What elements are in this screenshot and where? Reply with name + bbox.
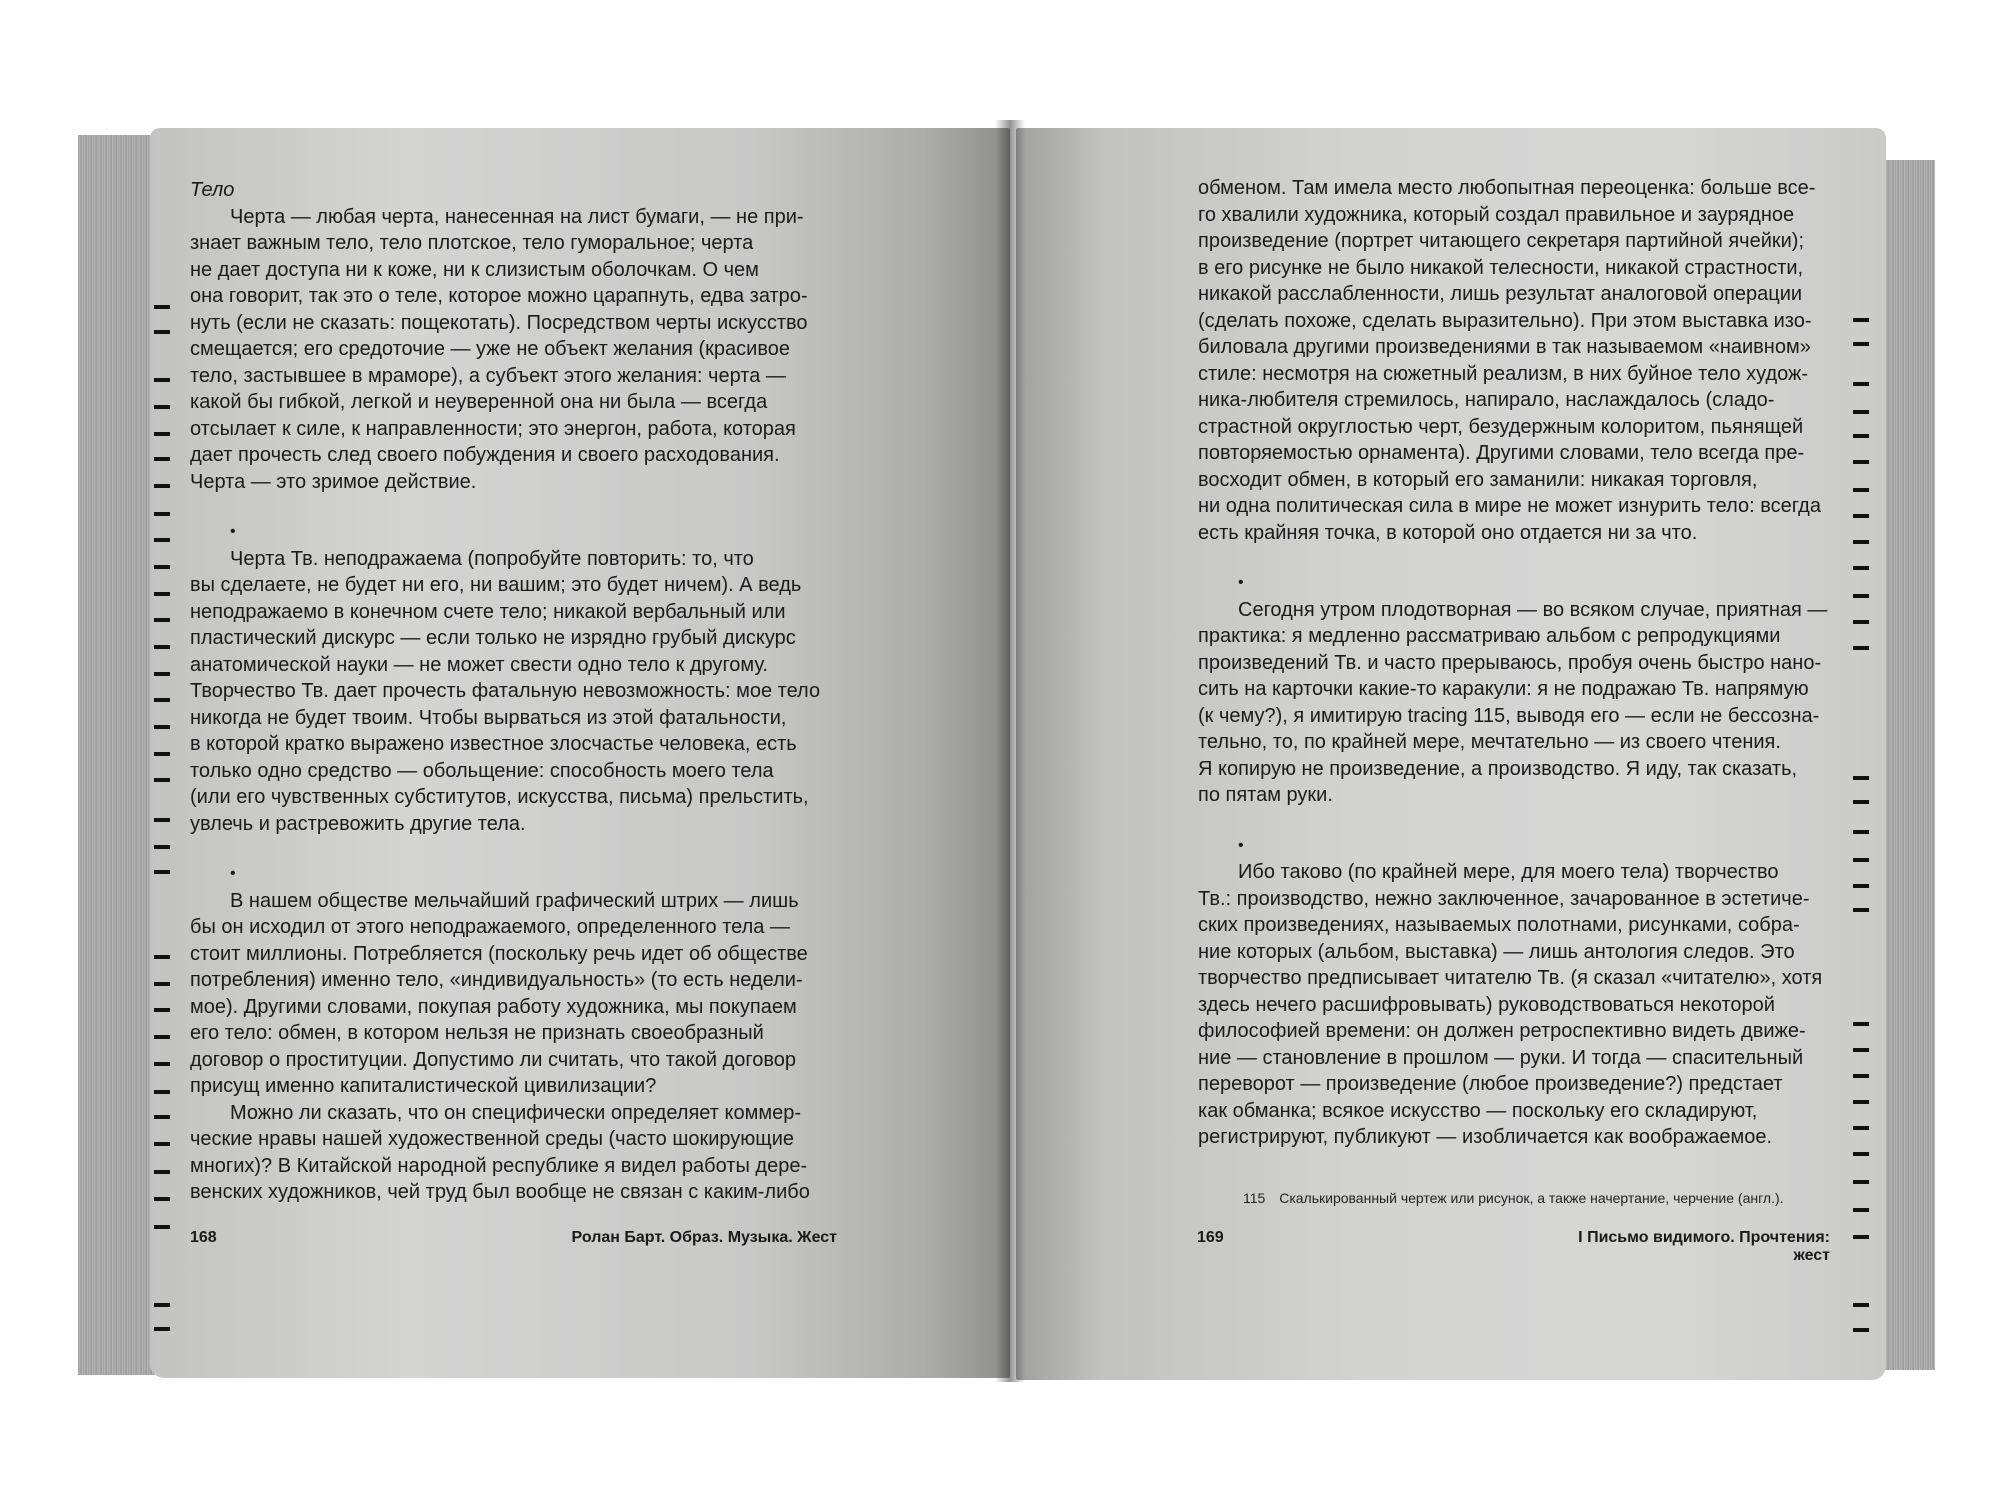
text-line: тельно, то, по крайней мере, мечтательно — из своего чтения. — [1198, 731, 1781, 753]
thumb-index-mark — [154, 432, 170, 436]
text-line: не дает доступа ни к коже, ни к слизистым оболочкам. О чем — [190, 258, 759, 281]
thumb-index-mark — [1853, 776, 1869, 780]
thumb-index-mark — [154, 1303, 170, 1307]
thumb-index-mark — [154, 305, 170, 309]
section-bullet: • — [1238, 574, 1244, 591]
thumb-index-mark — [154, 1142, 170, 1146]
text-line: увлечь и растревожить другие тела. — [190, 812, 526, 835]
text-line: Ибо таково (по крайней мере, для моего тела) творчество — [1238, 861, 1779, 883]
thumb-index-mark — [1853, 382, 1869, 386]
right-page-text — [1198, 175, 1838, 1151]
text-line: страстной округлостью черт, безудержным колоритом, пьянящей — [1198, 415, 1804, 438]
thumb-index-mark — [1853, 858, 1869, 862]
text-line: регистрируют, публикуют — изобличается как воображаемое. — [1198, 1126, 1773, 1148]
thumb-index-mark — [1853, 318, 1869, 322]
thumb-index-mark — [1853, 1126, 1869, 1130]
text-line: произведений Тв. и часто прерываюсь, пробуя очень быстро нано- — [1198, 651, 1822, 674]
text-line: по пятам руки. — [1198, 784, 1333, 806]
running-title: Ролан Барт. Образ. Музыка. Жест — [571, 1229, 837, 1246]
thumb-index-mark — [1853, 434, 1869, 438]
section-bullet: • — [1238, 836, 1244, 854]
thumb-index-mark — [154, 1225, 170, 1229]
running-title: I Письмо видимого. Прочтения: жест — [1578, 1229, 1830, 1264]
footnote — [1243, 1190, 1843, 1206]
thumb-index-mark — [154, 1062, 170, 1066]
thumb-index-mark — [154, 618, 170, 622]
thumb-index-mark — [154, 778, 170, 782]
thumb-index-mark — [154, 457, 170, 461]
text-line: нуть (если не сказать: пощекотать). Посредством черты искусство — [190, 311, 808, 334]
text-line: пластический дискурс — если только не изрядно грубый дискурс — [190, 627, 796, 649]
thumb-index-mark — [154, 484, 170, 488]
thumb-index-mark — [154, 845, 170, 849]
text-line: многих)? В Китайской народной республике я видел работы дере- — [190, 1154, 808, 1177]
page-number: 168 — [190, 1229, 217, 1246]
text-line: венских художников, чей труд был вообще не связан с каким-либо — [190, 1181, 810, 1203]
text-line: тело, застывшее в мраморе), а субъект этого желания: черта — — [190, 364, 786, 387]
thumb-index-mark — [154, 1170, 170, 1174]
text-line: никакой расслабленности, лишь результат аналоговой операции — [1198, 283, 1803, 305]
text-line: дает прочесть след своего побуждения и своего расходования. — [190, 444, 780, 466]
thumb-index-mark — [1853, 410, 1869, 414]
text-line: ских произведениях, называемых полотнами, рисунками, собра- — [1198, 914, 1800, 936]
text-line: она говорит, так это о теле, которое можно царапнуть, едва затро- — [190, 285, 808, 307]
thumb-index-mark — [1853, 514, 1869, 518]
text-line: бы он исходил от этого неподражаемого, определенного тела — — [190, 916, 790, 938]
thumb-index-mark — [1853, 460, 1869, 464]
thumb-index-mark — [1853, 800, 1869, 804]
thumb-index-mark — [154, 752, 170, 756]
thumb-index-mark — [154, 405, 170, 409]
thumb-index-mark — [1853, 566, 1869, 570]
text-line: вы сделаете, не будет ни его, ни вашим; это будет ничем). А ведь — [190, 574, 802, 596]
thumb-index-mark — [154, 538, 170, 542]
text-line: Черта — любая черта, нанесенная на лист бумаги, — не при- — [230, 205, 804, 228]
thumb-index-mark — [154, 1090, 170, 1094]
text-line: стиле: несмотря на сюжетный реализм, в них буйное тело худож- — [1198, 362, 1809, 385]
text-line: есть крайняя точка, в которой оно отдается ни за что. — [1198, 521, 1698, 544]
text-line: творчество предписывает читателю Тв. (я сказал «читателю», хотя — [1198, 967, 1823, 989]
book-gutter — [995, 120, 1025, 1382]
text-line: Сегодня утром плодотворная — во всяком случае, приятная — — [1238, 598, 1828, 621]
thumb-index-mark — [154, 725, 170, 729]
text-line: смещается; его средоточие — уже не объект желания (красивое — [190, 338, 790, 360]
text-line: Можно ли сказать, что он специфически определяет коммер- — [230, 1101, 801, 1124]
text-line: философией времени: он должен ретроспективно видеть движе- — [1198, 1020, 1806, 1042]
text-line: го хвалили художника, который создал правильное и заурядное — [1198, 203, 1795, 226]
text-line: ческие нравы нашей художественной среды (часто шокирующие — [190, 1128, 795, 1150]
footnote-number: 115 — [1243, 1190, 1266, 1206]
thumb-index-mark — [154, 1115, 170, 1119]
thumb-index-mark — [1853, 1235, 1869, 1239]
text-line: Тв.: производство, нежно заключенное, зачарованное в эстетиче- — [1198, 887, 1810, 910]
text-line: ние которых (альбом, выставка) — лишь антология следов. Это — [1198, 940, 1795, 963]
text-line: здесь нечего расшифровывать) руководствоваться некоторой — [1198, 993, 1775, 1016]
thumb-index-mark — [154, 698, 170, 702]
thumb-index-mark — [154, 1035, 170, 1039]
section-bullet: • — [230, 865, 236, 882]
thumb-index-mark — [1853, 594, 1869, 598]
text-line: повторяемостью орнамента). Другими словами, тело всегда пре- — [1198, 442, 1805, 464]
text-line: отсылает к силе, к направленности; это энергон, работа, которая — [190, 417, 796, 440]
thumb-index-mark — [154, 1197, 170, 1201]
thumb-index-mark — [1853, 488, 1869, 492]
text-line: переворот — произведение (любое произведение?) предстает — [1198, 1073, 1783, 1095]
text-line: Я копирую не произведение, а производство. Я иду, так сказать, — [1198, 757, 1798, 780]
thumb-index-mark — [154, 592, 170, 596]
thumb-index-mark — [1853, 830, 1869, 834]
text-line: мое). Другими словами, покупая работу художника, мы покупаем — [190, 995, 797, 1018]
thumb-index-mark — [154, 565, 170, 569]
thumb-index-mark — [1853, 1303, 1869, 1307]
section-bullet: • — [230, 523, 236, 540]
thumb-index-mark — [1853, 908, 1869, 912]
thumb-index-mark — [1853, 1074, 1869, 1078]
thumb-index-mark — [1853, 884, 1869, 888]
thumb-index-mark — [1853, 646, 1869, 650]
thumb-index-mark — [1853, 1152, 1869, 1156]
text-line: знает важным тело, тело плотское, тело гуморальное; черта — [190, 232, 754, 254]
text-line: обменом. Там имела место любопытная переоценка: больше все- — [1198, 177, 1816, 199]
text-line: неподражаемо в конечном счете тело; никакой вербальный или — [190, 600, 786, 623]
thumb-index-mark — [1853, 342, 1869, 346]
text-line: (или его чувственных субститутов, искусства, письма) прельстить, — [190, 786, 809, 808]
thumb-index-mark — [1853, 1180, 1869, 1184]
text-line: ни одна политическая сила в мире не может изнурить тело: всегда — [1198, 495, 1821, 517]
thumb-index-mark — [154, 330, 170, 334]
thumb-index-mark — [154, 870, 170, 874]
text-line: какой бы гибкой, легкой и неуверенной она ни была — всегда — [190, 391, 768, 413]
text-line: Творчество Тв. дает прочесть фатальную невозможность: мое тело — [190, 680, 821, 702]
text-line: сить на карточки какие-то каракули: я не подражаю Тв. напрямую — [1198, 678, 1809, 700]
text-line: потребления) именно тело, «индивидуальность» (то есть недели- — [190, 969, 803, 991]
section-heading: Тело — [190, 179, 235, 201]
text-line: (к чему?), я имитирую tracing 115, выводя его — если не бессозна- — [1198, 704, 1820, 727]
text-line: биловала другими произведениями в так называемом «наивном» — [1198, 336, 1811, 358]
text-line: Черта — это зримое действие. — [190, 470, 477, 493]
text-line: анатомической науки — не может свести одно тело к другому. — [190, 653, 768, 676]
page-number: 169 — [1197, 1229, 1224, 1246]
thumb-index-mark — [154, 818, 170, 822]
thumb-index-mark — [1853, 620, 1869, 624]
thumb-index-mark — [1853, 1208, 1869, 1212]
thumb-index-mark — [1853, 1048, 1869, 1052]
text-line: никогда не будет твоим. Чтобы вырваться из этой фатальности, — [190, 706, 787, 729]
thumb-index-mark — [154, 955, 170, 959]
thumb-index-mark — [1853, 540, 1869, 544]
text-line: в которой кратко выражено известное злосчастье человека, есть — [190, 733, 797, 755]
thumb-index-mark — [1853, 1100, 1869, 1104]
text-line: в его рисунке не было никакой телесности, никакой страстности, — [1198, 256, 1804, 279]
text-line: (сделать похоже, сделать выразительно). При этом выставка изо- — [1198, 309, 1812, 332]
thumb-index-mark — [154, 1008, 170, 1012]
text-line: как обманка; всякое искусство — поскольку его складируют, — [1198, 1099, 1758, 1122]
text-line: произведение (портрет читающего секретаря партийной ячейки); — [1198, 230, 1805, 252]
thumb-index-mark — [154, 672, 170, 676]
footnote-text: Скалькированный чертеж или рисунок, а также начертание, черчение (англ.). — [1279, 1190, 1784, 1206]
text-line: стоит миллионы. Потребляется (поскольку речь идет об обществе — [190, 942, 808, 965]
text-line: ника-любителя стремилось, напирало, наслаждалось (сладо- — [1198, 389, 1775, 411]
text-line: его тело: обмен, в котором нельзя не признать своеобразный — [190, 1022, 764, 1044]
thumb-index-mark — [1853, 1022, 1869, 1026]
text-line: восходит обмен, в который его заманили: никакая торговля, — [1198, 468, 1758, 491]
text-line: Черта Тв. неподражаема (попробуйте повторить: то, что — [230, 547, 754, 570]
text-line: присущ именно капиталистической цивилизации? — [190, 1075, 657, 1097]
text-line: практика: я медленно рассматриваю альбом с репродукциями — [1198, 625, 1781, 647]
thumb-index-mark — [154, 645, 170, 649]
left-page-text — [190, 177, 850, 1206]
thumb-index-mark — [154, 512, 170, 516]
thumb-index-mark — [154, 378, 170, 382]
text-line: ние — становление в прошлом — руки. И тогда — спасительный — [1198, 1046, 1804, 1069]
thumb-index-mark — [1853, 1328, 1869, 1332]
text-line: договор о проституции. Допустимо ли считать, что такой договор — [190, 1048, 797, 1071]
text-line: только одно средство — обольщение: способность моего тела — [190, 759, 774, 782]
text-line: В нашем обществе мельчайший графический штрих — лишь — [230, 889, 799, 912]
thumb-index-mark — [154, 982, 170, 986]
thumb-index-mark — [154, 1327, 170, 1331]
